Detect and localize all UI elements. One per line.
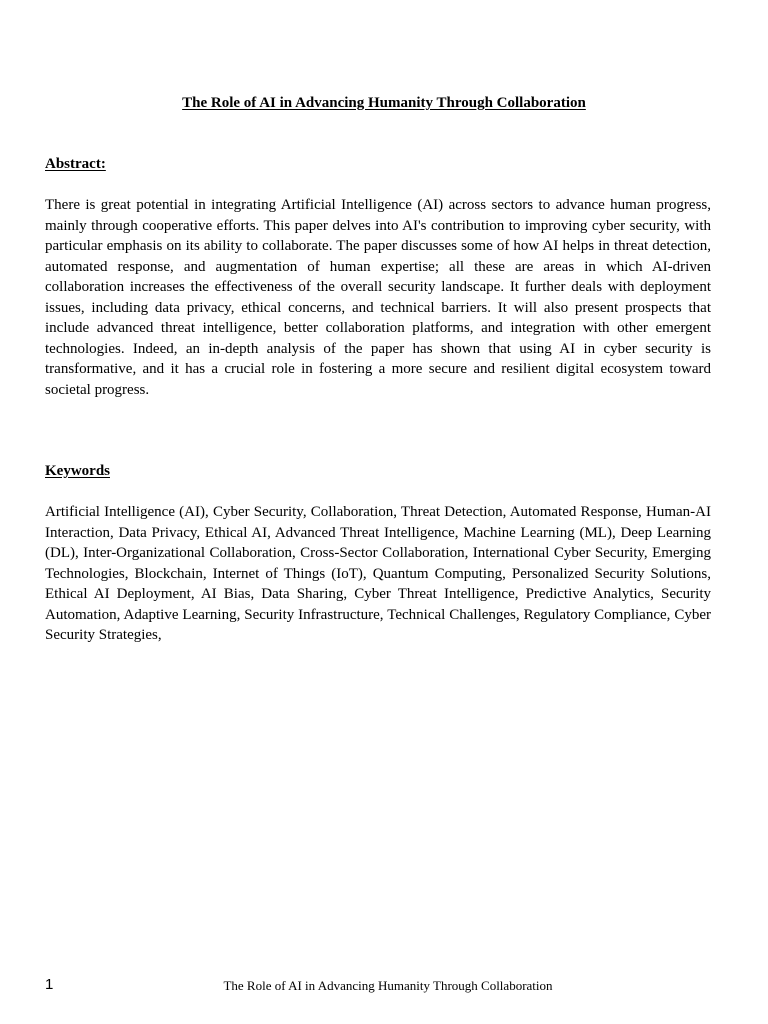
abstract-heading: Abstract: bbox=[45, 156, 106, 172]
paper-title: The Role of AI in Advancing Humanity Through Collaboration bbox=[182, 95, 586, 111]
page-number: 1 bbox=[45, 976, 54, 993]
page-footer bbox=[0, 975, 768, 997]
keywords-paragraph: Artificial Intelligence (AI), Cyber Security, Collaboration, Threat Detection, Automated Response, Human-AI Interaction, Data Privacy, Ethical AI, Advanced Threat Intelligence, Machine Learning (ML), Deep Learning (DL), Inter-Organizational Collaboration, Cross-Sector Collaboration, International Cyber Security, Emerging Technologies, Blockchain, Internet of Things (IoT), Quantum Computing, Personalized Security Solutions, Ethical AI Deployment, AI Bias, Data Sharing, Cyber Threat Intelligence, Predictive Analytics, Security Automation, Adaptive Learning, Security Infrastructure, Technical Challenges, Regulatory Compliance, Cyber Security Strategies, bbox=[45, 504, 711, 643]
running-footer-title: The Role of AI in Advancing Humanity Through Collaboration bbox=[223, 978, 553, 993]
keywords-heading: Keywords bbox=[45, 463, 110, 479]
abstract-paragraph: There is great potential in integrating Artificial Intelligence (AI) across sectors to advance human progress, mainly through cooperative efforts. This paper delves into AI's contribution to improving cyber security, with particular emphasis on its ability to collaborate. The paper discusses some of how AI helps in threat detection, automated response, and augmentation of human expertise; all these are areas in which AI-driven collaboration increases the effectiveness of the overall security landscape. It further deals with deployment issues, including data privacy, ethical concerns, and technical barriers. It will also present prospects that include advanced threat intelligence, better collaboration platforms, and integration with other emergent technologies. Indeed, an in-depth analysis of the paper has shown that using AI in cyber security is transformative, and it has a crucial role in fostering a more secure and resilient digital ecosystem toward societal progress. bbox=[45, 197, 711, 398]
